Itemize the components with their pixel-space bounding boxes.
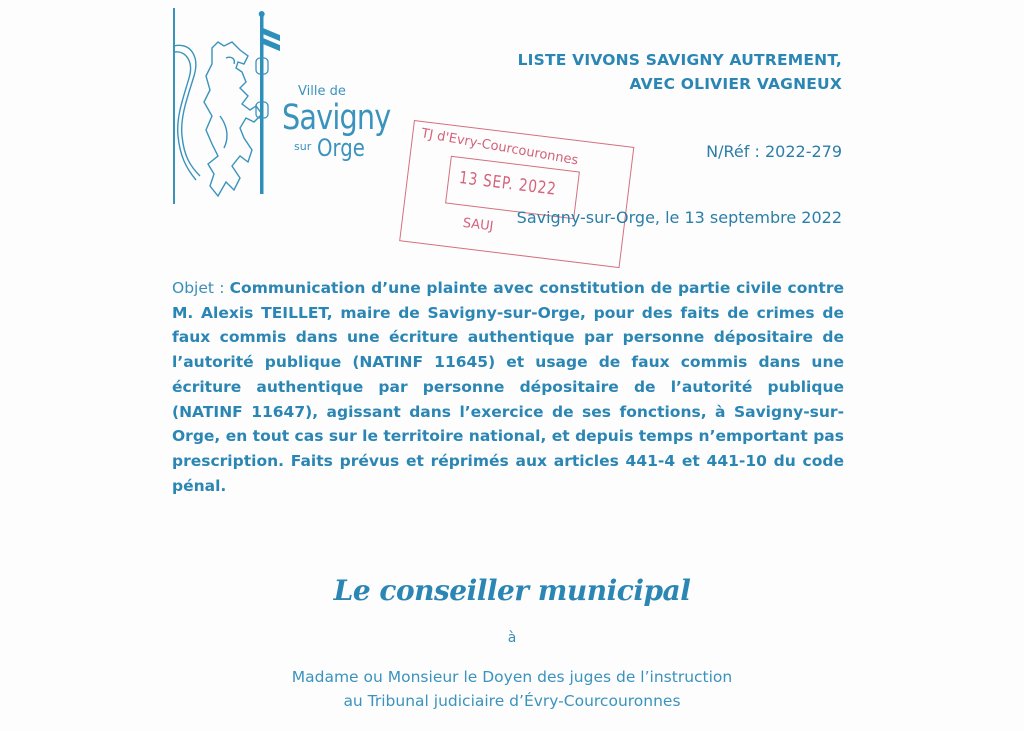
reference: N/Réf : 2022-279: [706, 142, 842, 161]
stamp-service: SAUJ: [461, 215, 495, 235]
list-name-line2: AVEC OLIVIER VAGNEUX: [629, 75, 842, 93]
court-stamp: [399, 120, 634, 268]
recipient-line2: au Tribunal judiciaire d’Évry-Courcouronnes: [343, 692, 681, 710]
object-label: Objet :: [172, 279, 230, 297]
sender-title: Le conseiller municipal: [333, 574, 691, 607]
logo-savigny: Savigny: [282, 98, 391, 138]
logo-orge: Orge: [317, 134, 365, 162]
stamp-date: 13 SEP. 2022: [458, 168, 558, 200]
list-name-line1: LISTE VIVONS SAVIGNY AUTREMENT,: [517, 51, 842, 69]
letter-object: [172, 276, 844, 498]
list-name: [518, 48, 842, 96]
to-word: à: [507, 630, 517, 646]
city-logo: [170, 6, 390, 206]
recipient: [0, 665, 1024, 713]
stamp-court-name: TJ d'Evry-Courcouronnes: [420, 126, 580, 169]
object-text: Communication d’une plainte avec constitution de partie civile contre M. Alexis TEILLET, maire de Savigny-sur-Orge, pour des faits de crimes de faux commis dans une écriture authentique par personne dépositaire de l’autorité publique (NATINF 11645) et usage de faux commis dans une écriture authentique par personne dépositaire de l’autorité publique (NATINF 11647), agissant dans l’exercice de ses fonctions, à Savigny-sur-Orge, en tout cas sur le territoire national, et depuis temps n’emportant pas prescription. Faits prévus et réprimés aux articles 441-4 et 441-10 du code pénal.: [172, 279, 844, 495]
logo-ville-de: Ville de: [298, 84, 346, 99]
place-date: Savigny-sur-Orge, le 13 septembre 2022: [516, 208, 842, 227]
recipient-line1: Madame ou Monsieur le Doyen des juges de l’instruction: [291, 668, 733, 686]
lion-with-banner-icon: [170, 6, 280, 206]
logo-sur: sur: [294, 140, 312, 153]
